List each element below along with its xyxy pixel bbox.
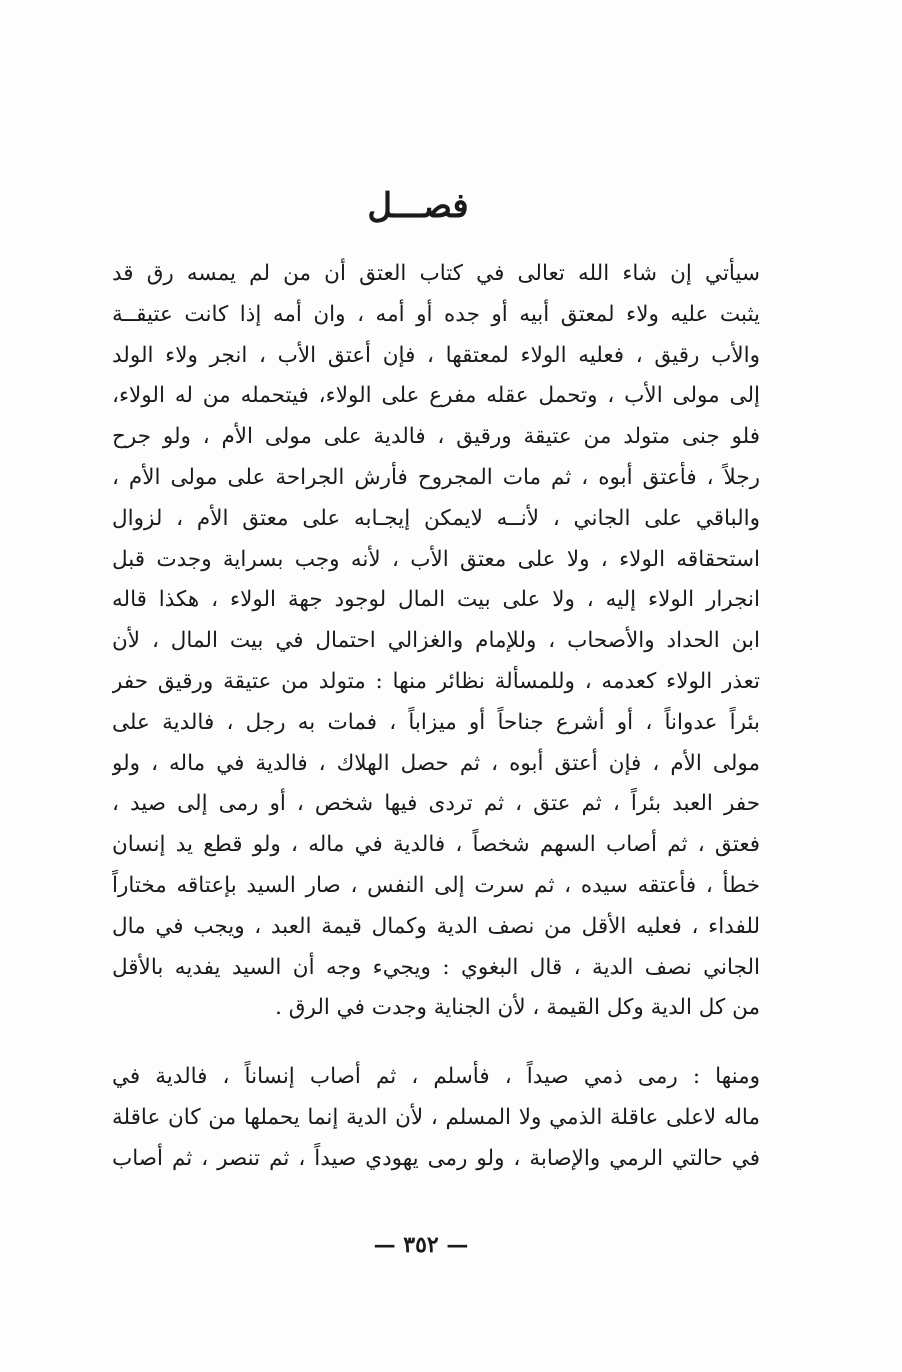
text-line: والأب رقيق ، فعليه الولاء لمعتقها ، فإن أعتق الأب ، انجر ولاء الولد: [112, 342, 760, 368]
body-text: [112, 254, 760, 1180]
text-line: مولى الأم ، فإن أعتق أبوه ، ثم حصل الهلاك ، فالدية في ماله ، ولو: [112, 750, 760, 776]
text-line: إلى مولى الأب ، وتحمل عقله مفرع على الولاء، فيتحمله من له الولاء،: [112, 383, 760, 409]
text-line: فعتق ، ثم أصاب السهم شخصاً ، فالدية في ماله ، ولو قطع يد إنسان: [112, 832, 760, 858]
text-line: فلو جنى متولد من عتيقة ورقيق ، فالدية على مولى الأم ، ولو جرح: [112, 424, 760, 450]
page-number: — ٣٥٢ —: [373, 1232, 469, 1258]
text-line: ماله لاعلى عاقلة الذمي ولا المسلم ، لأن الدية إنما يحملها من كان عاقلة: [112, 1104, 760, 1130]
text-line: والباقي على الجاني ، لأنــه لايمكن إيجـابه على معتق الأم ، لزوال: [112, 505, 760, 531]
text-line: في حالتي الرمي والإصابة ، ولو رمى يهودي صيداً ، ثم تنصر ، ثم أصاب: [112, 1145, 760, 1171]
text-line: خطأ ، فأعتقه سيده ، ثم سرت إلى النفس ، صار السيد بإعتاقه مختاراً: [112, 872, 760, 898]
text-line: للفداء ، فعليه الأقل من نصف الدية وكمال قيمة العبد ، ويجب في مال: [112, 913, 760, 939]
text-line: حفر العبد بئراً ، ثم عتق ، ثم تردى فيها شخص ، أو رمى إلى صيد ،: [112, 791, 760, 817]
section-heading: فصـــل: [367, 186, 469, 226]
text-line: بئراً عدواناً ، أو أشرع جناحاً أو ميزاباً ، فمات به رجل ، فالدية على: [112, 709, 760, 735]
text-line: يثبت عليه ولاء لمعتق أبيه أو جده أو أمه ، وان أمه إذا كانت عتيقــة: [112, 301, 760, 327]
text-line: ابن الحداد والأصحاب ، وللإمام والغزالي احتمال في بيت المال ، لأن: [112, 628, 760, 654]
text-line: من كل الدية وكل القيمة ، لأن الجناية وجدت في الرق .: [275, 995, 760, 1021]
text-line: استحقاقه الولاء ، ولا على معتق الأب ، لأنه وجب بسراية وجدت قبل: [112, 546, 760, 572]
text-line: تعذر الولاء كعدمه ، وللمسألة نظائر منها : متولد من عتيقة ورقيق حفر: [112, 668, 760, 694]
paragraph-gap: [112, 1029, 760, 1057]
text-line: رجلاً ، فأعتق أبوه ، ثم مات المجروح فأرش الجراحة على مولى الأم ،: [112, 464, 760, 490]
text-line: انجرار الولاء إليه ، ولا على بيت المال لوجود جهة الولاء ، هكذا قاله: [112, 587, 760, 613]
text-line: الجاني نصف الدية ، قال البغوي : ويجيء وجه أن السيد يفديه بالأقل: [112, 954, 760, 980]
text-line: سيأتي إن شاء الله تعالى في كتاب العتق أن من لم يمسه رق قد: [112, 261, 760, 286]
text-line: ومنها : رمى ذمي صيداً ، فأسلم ، ثم أصاب إنساناً ، فالدية في: [112, 1064, 760, 1090]
